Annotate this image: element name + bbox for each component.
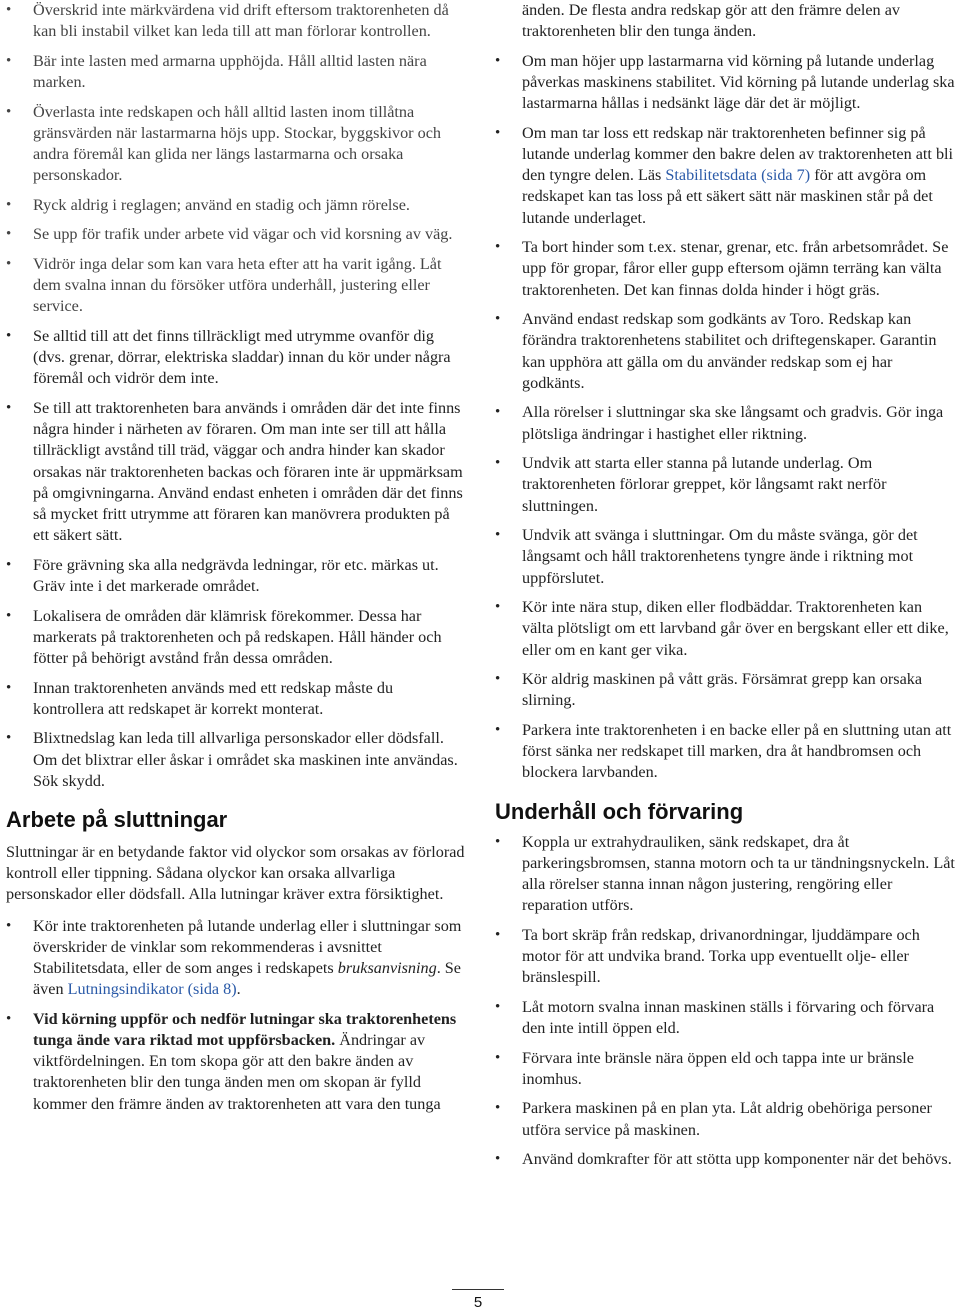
list-item: • Använd endast redskap som godkänts av Toro. Redskap kan förändra traktorenhetens stabilitet och driftegenskaper. Garantin kan upphöra att gälla om du använder redskap som ej har godkänts. [495,309,957,394]
list-item: • Förvara inte bränsle nära öppen eld och tappa inte ur bränsle inomhus. [495,1048,957,1090]
list-item: • Innan traktorenheten används med ett redskap måste du kontrollera att redskapet är korrekt monterat. [6,678,468,720]
item-text: Ändringar av viktfördelningen. En tom skopa gör att den bakre änden av traktorenheten blir den tunga änden men om skopan är fylld kommer den främre änden av traktorenheten att vara den tunga [33,1031,441,1113]
list-item: • Parkera inte traktorenheten i en backe eller på en sluttning utan att först sänka ner redskapet till marken, dra åt handbromsen och blockera larvbanden. [495,720,957,784]
stability-data-link[interactable]: Stabilitetsdata (sida 7) [665,166,811,185]
list-item: • Kör aldrig maskinen på vått gräs. Försämrat grepp kan orsaka slirning. [495,669,957,711]
list-item: • Ta bort skräp från redskap, drivanordningar, ljuddämpare och motor för att undvika brand. Torka upp eventuellt olje- eller bränslespill. [495,925,957,989]
section-heading-maintenance: Underhåll och förvaring [495,798,744,824]
bullet-list-top [6,0,468,792]
list-item: • Undvik att svänga i sluttningar. Om du måste svänga, gör det långsamt och håll traktorenhetens tyngre ände i riktning mot uppförslutet. [495,525,957,589]
section-heading-slopes: Arbete på sluttningar [6,807,228,832]
item-text: . Se även [33,959,461,999]
list-item: • Ta bort hinder som t.ex. stenar, grenar, etc. från arbetsområdet. Se upp för gropar, fåror eller gupp eftersom ojämn terräng kan välta traktorenheten. Det kan finnas dolda hinder i högt gräs. [495,237,957,301]
list-item [6,916,468,1001]
slope-indicator-link[interactable]: Lutningsindikator (sida 8) [67,980,237,999]
list-item: • Alla rörelser i sluttningar ska ske långsamt och gradvis. Gör inga plötsliga ändringar i hastighet eller riktning. [495,402,957,444]
bullet-list-maintenance [495,832,957,1171]
page-number: 5 [473,1294,483,1311]
bullet-list-slopes-cont [495,51,957,784]
slopes-intro: Sluttningar är en betydande faktor vid olyckor som orsakas av förlorad kontroll eller tippning. Sådana olyckor kan orsaka allvarliga personskador eller dödsfall. Alla lutningar kräver extra försiktighet. [6,843,465,904]
list-item: • Vidrör inga delar som kan vara heta efter att ha varit igång. Låt dem svalna innan du försöker utföra underhåll, justering eller service. [6,254,468,318]
list-item: • Koppla ur extrahydrauliken, sänk redskapet, dra åt parkeringsbromsen, stanna motorn och ta ur tändningsnyckeln. Låt alla rörelser stanna innan någon justering, rengöring eller reparation utförs. [495,832,957,917]
item-text: . [236,980,241,999]
list-item: • Undvik att starta eller stanna på lutande underlag. Om traktorenheten förlorar greppet, kör långsamt rakt nerför sluttningen. [495,453,957,517]
list-item: • Använd domkrafter för att stötta upp komponenter när det behövs. [495,1149,957,1170]
list-item [495,123,957,229]
list-item: • Se alltid till att det finns tillräckligt med utrymme ovanför dig (dvs. grenar, dörrar, elektriska sladdar) innan du kör under några föremål och vidrör dem inte. [6,326,468,390]
right-column [495,0,957,1179]
list-item: • Lokalisera de områden där klämrisk förekommer. Dessa har markerats på traktorenheten och på redskapen. Håll händer och fötter på behörigt avstånd från dessa områden. [6,606,468,670]
list-item: • Se till att traktorenheten bara används i områden där det inte finns några hinder i närheten av föraren. Om man inte ser till att hålla tillräckligt avstånd till träd, väggar och andra hinder kan skador orsakas när traktorenheten backas och föraren inte är uppmärksam på omgivningarna. Använd endast enheten i områden där det finns så mycket fritt utrymme att föraren kan manövrera produkten på ett säkert sätt. [6,398,468,546]
list-item: • Låt motorn svalna innan maskinen ställs i förvaring och förvara den inte intill öppen eld. [495,997,957,1039]
item-text: för att avgöra om redskapet kan tas loss på ett säkert sätt när maskinen står på det lutande underlaget. [522,166,933,227]
continued-paragraph: änden. De flesta andra redskap gör att den främre delen av traktorenheten blir den tunga änden. [522,1,900,41]
list-item [6,1009,468,1115]
left-column [6,0,468,1123]
list-item: • Kör inte nära stup, diken eller flodbäddar. Traktorenheten kan välta plötsligt om ett larvband går över en bergskant eller ett dike, eller om en kant ger vika. [495,597,957,661]
list-item: • Före grävning ska alla nedgrävda ledningar, rör etc. märkas ut. Gräv inte i det markerade området. [6,555,468,597]
list-item: • Om man höjer upp lastarmarna vid körning på lutande underlag påverkas maskinens stabilitet. Vid körning på lutande underlag ska lastarmarna hållas i nedsänkt läge där det är möjligt. [495,51,957,115]
warning-bold-text: Vid körning uppför och nedför lutningar ska traktorenhetens tunga ände vara riktad mot uppförsbacken. [33,1009,457,1050]
manual-reference: bruksanvisning [337,959,437,978]
footer-rule [452,1289,504,1290]
item-text: Om man tar loss ett redskap när traktorenheten befinner sig på lutande underlag kommer den bakre delen av traktorenheten att bli den tyngre delen. Läs [522,123,954,185]
item-text: Kör inte traktorenheten på lutande underlag eller i sluttningar som överskrider de vinklar som rekommenderas i avsnittet Stabilitetsdata, eller de som anges i redskapets [33,916,462,978]
list-item: • Ryck aldrig i reglagen; använd en stadig och jämn rörelse. [6,195,468,216]
list-item: • Parkera maskinen på en plan yta. Låt aldrig obehöriga personer utföra service på maskinen. [495,1098,957,1140]
list-item: • Överlasta inte redskapen och håll alltid lasten inom tillåtna gränsvärden när lastarmarna höjs upp. Stockar, byggskivor och andra föremål kan glida ner längs lastarmarna och orsaka personskador. [6,102,468,187]
list-item: • Överskrid inte märkvärdena vid drift eftersom traktorenheten då kan bli instabil vilket kan leda till att man förlorar kontrollen. [6,0,468,42]
list-item: • Bär inte lasten med armarna upphöjda. Håll alltid lasten nära marken. [6,51,468,93]
bullet-list-slopes [6,916,468,1115]
list-item: • Blixtnedslag kan leda till allvarliga personskador eller dödsfall. Om det blixtrar eller åskar i området ska maskinen inte användas. Sök skydd. [6,728,468,792]
list-item: • Se upp för trafik under arbete vid vägar och vid korsning av väg. [6,224,468,245]
